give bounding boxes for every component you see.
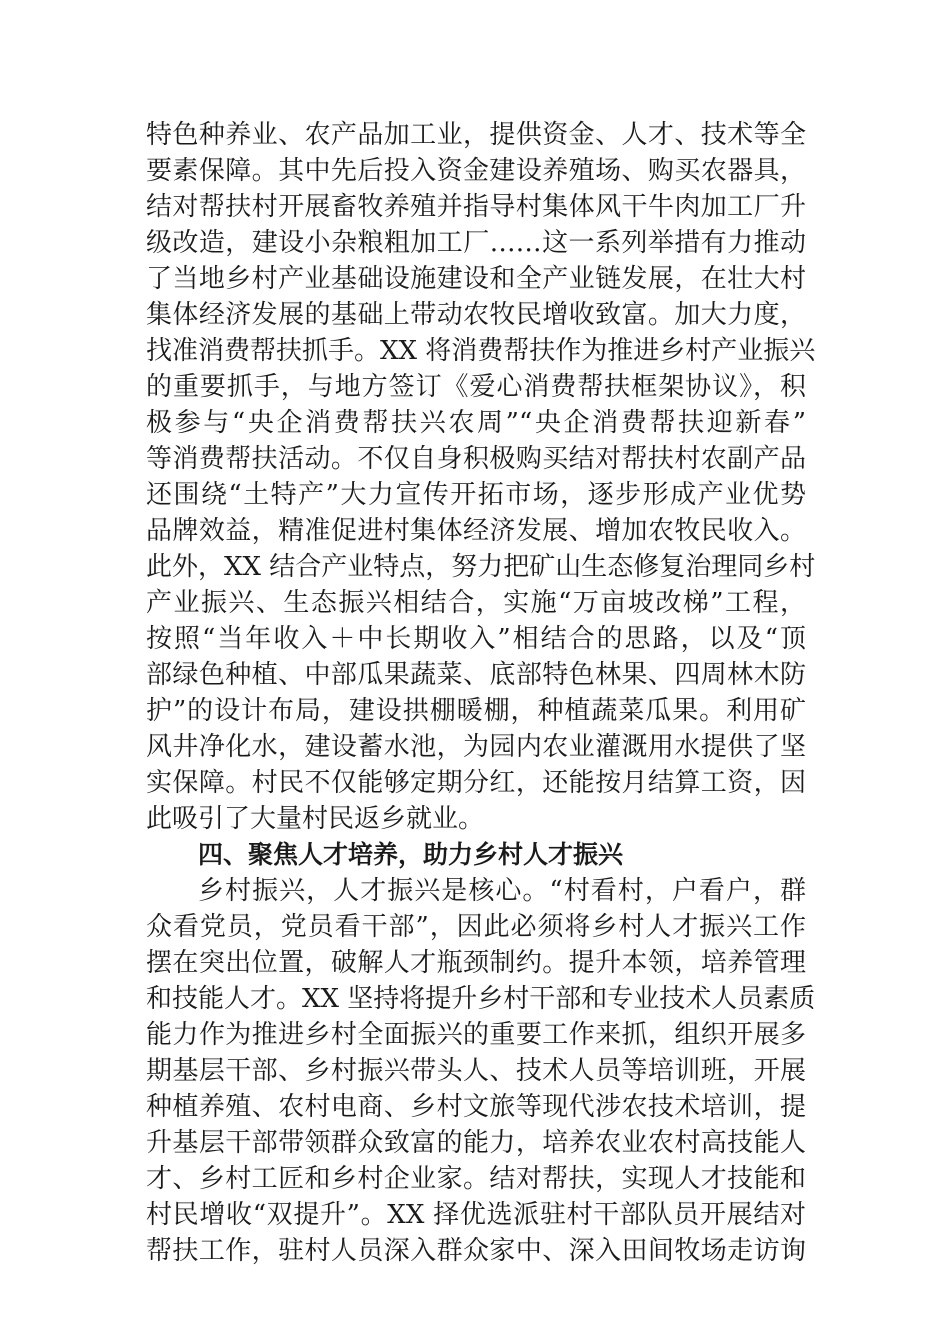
paragraph1-line: 还围绕“土特产”大力宣传开拓市场，逐步形成产业优势 [146,480,806,510]
paragraph1-line: 极参与“央企消费帮扶兴农周”“央企消费帮扶迎新春” [146,408,806,438]
paragraph1-line: 部绿色种植、中部瓜果蔬菜、底部特色林果、四周林木防 [146,660,806,690]
paragraph2-line: 能力作为推进乡村全面振兴的重要工作来抓，组织开展多 [146,1020,806,1050]
paragraph2-line: 帮扶工作，驻村人员深入群众家中、深入田间牧场走访询 [146,1236,806,1266]
paragraph1-line: 找准消费帮扶抓手。XX 将消费帮扶作为推进乡村产业振兴 [146,336,816,366]
paragraph2-line: 乡村振兴，人才振兴是核心。“村看村，户看户，群 [198,876,806,906]
paragraph1-line: 要素保障。其中先后投入资金建设养殖场、购买农器具， [146,156,806,186]
paragraph1-line: 护”的设计布局，建设拱棚暖棚，种植蔬菜瓜果。利用矿 [146,696,806,726]
paragraph1-line: 风井净化水，建设蓄水池，为园内农业灌溉用水提供了坚 [146,732,806,762]
paragraph2-line: 期基层干部、乡村振兴带头人、技术人员等培训班，开展 [146,1056,806,1086]
paragraph1-line: 集体经济发展的基础上带动农牧民增收致富。加大力度， [146,300,806,330]
paragraph1-line: 此外，XX 结合产业特点，努力把矿山生态修复治理同乡村 [146,552,816,582]
paragraph2-line: 村民增收“双提升”。XX 择优选派驻村干部队员开展结对 [146,1200,806,1230]
paragraph1-line: 结对帮扶村开展畜牧养殖并指导村集体风干牛肉加工厂升 [146,192,806,222]
paragraph2-line: 众看党员，党员看干部”，因此必须将乡村人才振兴工作 [146,912,806,942]
paragraph1-line: 级改造，建设小杂粮粗加工厂……这一系列举措有力推动 [146,228,806,258]
paragraph1-line: 按照“当年收入＋中长期收入”相结合的思路，以及“顶 [146,624,806,654]
paragraph1-line: 此吸引了大量村民返乡就业。 [146,804,485,834]
paragraph2-line: 才、乡村工匠和乡村企业家。结对帮扶，实现人才技能和 [146,1164,806,1194]
paragraph1-line: 特色种养业、农产品加工业，提供资金、人才、技术等全 [146,120,806,150]
paragraph2-line: 和技能人才。XX 坚持将提升乡村干部和专业技术人员素质 [146,984,816,1014]
paragraph1-line: 产业振兴、生态振兴相结合，实施“万亩坡改梯”工程， [146,588,806,618]
paragraph2-line: 摆在突出位置，破解人才瓶颈制约。提升本领，培养管理 [146,948,806,978]
paragraph1-line: 的重要抓手，与地方签订《爱心消费帮扶框架协议》，积 [146,372,806,402]
paragraph1-line: 实保障。村民不仅能够定期分红，还能按月结算工资，因 [146,768,806,798]
section-heading: 四、聚焦人才培养，助力乡村人才振兴 [198,840,624,869]
paragraph1-line: 了当地乡村产业基础设施建设和全产业链发展，在壮大村 [146,264,806,294]
paragraph1-line: 品牌效益，精准促进村集体经济发展、增加农牧民收入。 [146,516,806,546]
paragraph2-line: 升基层干部带领群众致富的能力，培养农业农村高技能人 [146,1128,806,1158]
paragraph1-line: 等消费帮扶活动。不仅自身积极购买结对帮扶村农副产品 [146,444,806,474]
paragraph2-line: 种植养殖、农村电商、乡村文旅等现代涉农技术培训，提 [146,1092,806,1122]
